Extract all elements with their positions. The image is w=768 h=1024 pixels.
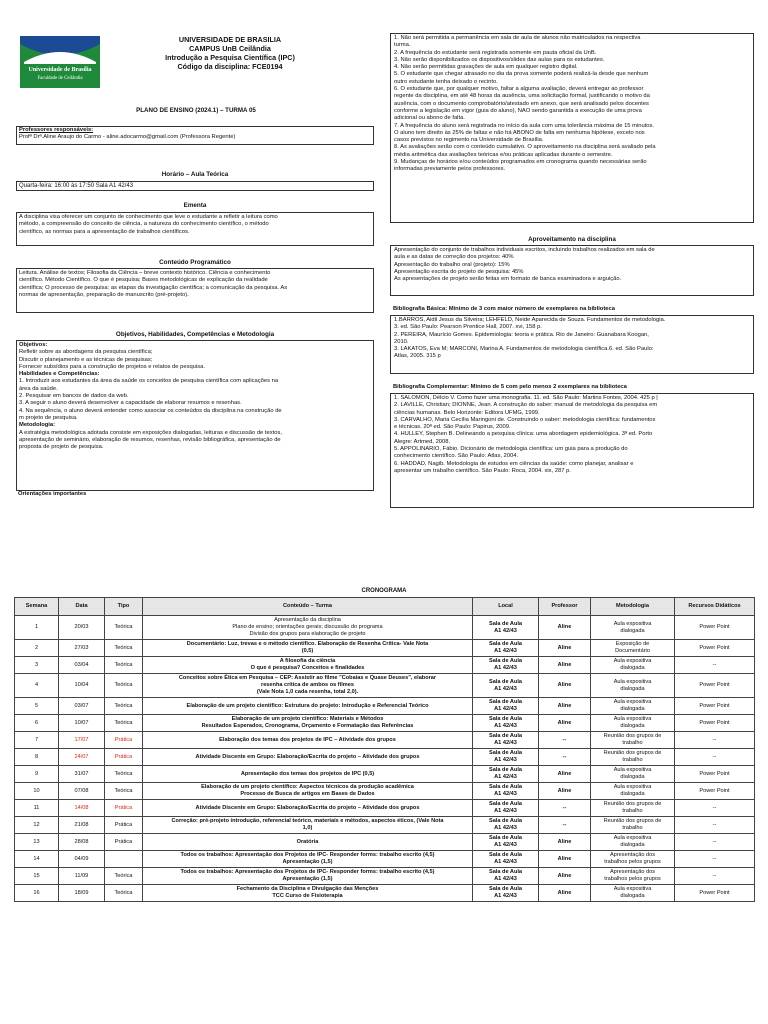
habilidades-label: Habilidades e Competências:	[19, 371, 100, 378]
metodologia-item: proposta de projeto de pesquisa.	[19, 444, 104, 451]
bib-comp-line: 2. LAVILLE, Christian; DIONNE, Jean. A construção do saber: manual de metodologia da pesquisa em	[394, 402, 658, 409]
rule-line: casos previstos no regimento na Universidade de Brasília.	[394, 137, 544, 144]
cell-recursos: --	[675, 657, 755, 674]
rule-line: 5. O estudante que chegar atrasado no dia da prova somente poderá realizá-la desde que nenhum	[394, 71, 649, 78]
cell-conteudo: A filosofia da ciência O que é pesquisa? Conceitos e finalidades	[143, 657, 473, 674]
ementa-line: A disciplina visa oferecer um conjunto de conhecimento que leve o estudante a refletir a leitura como	[19, 214, 278, 220]
rule-line: 2. A frequência do estudante será registrada somente em pauta oficial da UnB.	[394, 49, 597, 56]
cell-conteudo: Fechamento da Disciplina e Divulgação das Menções TCC Curso de Fisioterapia	[143, 885, 473, 902]
cell-semana: 16	[15, 885, 59, 902]
cell-metodologia: Reunião dos grupos de trabalho	[591, 817, 675, 834]
bib-basica-line: 1.BARROS, Aidil Jesus da Silveira; LEHFELD, Neide Aparecida de Souza. Fundamentos de metodologia.	[394, 317, 666, 323]
conteudo-line: Leitura. Análise de textos; Filosofia da Ciência – breve contexto histórico. Ciência e conhecimento	[19, 270, 271, 276]
cell-semana: 1	[15, 616, 59, 640]
cell-semana: 14	[15, 851, 59, 868]
cronograma-row	[15, 674, 755, 698]
cell-recursos: --	[675, 851, 755, 868]
cronograma-row	[15, 766, 755, 783]
aproveitamento-box	[390, 245, 754, 296]
cell-professor: Aline	[539, 834, 591, 851]
rule-line: 7. A frequência do aluno será registrada no início da aula com uma tolerância máxima de 15 minutos.	[394, 122, 655, 129]
cell-local: Sala de Aula A1 42/43	[473, 800, 539, 817]
cell-professor: Aline	[539, 657, 591, 674]
habilidade-item: m projeto de pesquisa.	[19, 414, 78, 421]
cell-professor: Aline	[539, 868, 591, 885]
rule-line: 4. Não serão permitidas gravações de aula em qualquer registro digital.	[394, 64, 578, 71]
cell-metodologia: Reunião dos grupos de trabalho	[591, 749, 675, 766]
cell-semana: 9	[15, 766, 59, 783]
col-header-conteudo: Conteúdo – Turma	[143, 598, 473, 616]
cell-metodologia: Aula expositiva dialogada	[591, 616, 675, 640]
cell-semana: 7	[15, 732, 59, 749]
bib-basica-line: 2010.	[394, 338, 409, 345]
metodologia-label: Metodologia:	[19, 422, 56, 429]
cronograma-row	[15, 715, 755, 732]
cell-conteudo: Elaboração de um projeto científico: Estrutura do projeto: Introdução e Referencial Teórico	[143, 698, 473, 715]
rule-line: adicional ou abono de falta.	[394, 115, 465, 122]
bib-comp-line: e técnicas. 20ª ed. São Paulo: Papirus, 2009.	[394, 424, 511, 431]
cell-local: Sala de Aula A1 42/43	[473, 674, 539, 698]
cell-tipo: Teórica	[105, 616, 143, 640]
bib-comp-line: 5. APPOLINÁRIO, Fábio. Dicionário de metodologia científica: um guia para a produção do	[394, 446, 628, 453]
bib-comp-line: Alegre: Artmed, 2008.	[394, 438, 451, 445]
orientacoes-label: Orientações importantes	[18, 491, 87, 497]
cell-local: Sala de Aula A1 42/43	[473, 851, 539, 868]
cronograma-row	[15, 783, 755, 800]
cell-recursos: --	[675, 749, 755, 766]
cell-data: 21/08	[59, 817, 105, 834]
course-code: Código da disciplina: FCE0194	[177, 62, 283, 71]
cell-data: 04/09	[59, 851, 105, 868]
aproveitamento-line: aula e as datas de correção dos projetos: 40%	[394, 254, 514, 261]
cell-professor: --	[539, 732, 591, 749]
cell-tipo: Teórica	[105, 766, 143, 783]
cell-local: Sala de Aula A1 42/43	[473, 834, 539, 851]
cell-tipo	[105, 851, 143, 868]
cell-conteudo: Conceitos sobre Ética em Pesquisa – CEP: Assistir ao filme "Cobaias e Quase Deuses", elaborar resenha crítica de ambos os filmes (Vale Nota 1,0 cada resenha, total 2,0).	[143, 674, 473, 698]
cell-metodologia: Aula expositiva dialogada	[591, 657, 675, 674]
cell-conteudo: Oratória	[143, 834, 473, 851]
cell-semana: 11	[15, 800, 59, 817]
professors-box	[16, 126, 374, 145]
cell-semana: 10	[15, 783, 59, 800]
rule-line: 3. Não serão disponibilizados os dispositivos/slides das aulas para os estudantes.	[394, 56, 605, 63]
cell-tipo: Prática	[105, 749, 143, 766]
objetivo-item: Fornecer subsídios para a construção de projetos e relatos de pesquisa.	[19, 363, 205, 370]
cell-professor: Aline	[539, 885, 591, 902]
cronograma-row	[15, 885, 755, 902]
cell-local: Sala de Aula A1 42/43	[473, 616, 539, 640]
rule-line: outro estudante tenha deixado o recinto.	[394, 78, 498, 85]
cell-local: Sala de Aula A1 42/43	[473, 817, 539, 834]
cell-recursos: --	[675, 817, 755, 834]
cronograma-row	[15, 657, 755, 674]
bib-comp-line: 1. SALOMON, Délcio V. Como fazer uma monografia. 11. ed. São Paulo: Martins Fontes, 2004. 425 p |	[394, 395, 658, 401]
cell-professor: Aline	[539, 616, 591, 640]
cell-tipo: Teórica	[105, 885, 143, 902]
cronograma-row	[15, 749, 755, 766]
cell-data: 28/08	[59, 834, 105, 851]
rule-line: informadas previamente pelos professores.	[394, 166, 506, 173]
cell-tipo: Prática	[105, 834, 143, 851]
cronograma-header-row	[15, 598, 755, 616]
cell-tipo: Teórica	[105, 783, 143, 800]
cell-semana: 6	[15, 715, 59, 732]
col-header-data: Data	[59, 598, 105, 616]
cell-local: Sala de Aula A1 42/43	[473, 868, 539, 885]
logo-text-2: Faculdade de Ceilândia	[37, 76, 83, 81]
habilidade-item: 3. A seguir o aluno deverá desenvolver a capacidade de elaborar resumos e resenhas.	[19, 400, 242, 407]
cell-professor: --	[539, 817, 591, 834]
col-header-tipo: Tipo	[105, 598, 143, 616]
unb-logo	[20, 36, 100, 88]
cell-recursos: --	[675, 868, 755, 885]
cell-recursos: Power Point	[675, 698, 755, 715]
cell-metodologia: Reunião dos grupos de trabalho	[591, 800, 675, 817]
cell-conteudo: Apresentação dos temas dos projetos de IPC (0,5)	[143, 766, 473, 783]
rule-line: média aritmética das avaliações teóricas e/ou práticas aplicadas durante o semestre.	[394, 151, 613, 158]
cronograma-row	[15, 698, 755, 715]
conteudo-line: normas de apresentação, preparação de manuscrito (pré-projeto).	[19, 291, 189, 298]
cell-data: 17/07	[59, 732, 105, 749]
ementa-line: científico, as normas para a apresentação de trabalhos científicos.	[19, 228, 190, 235]
cell-tipo: Prática	[105, 817, 143, 834]
bib-basica-line: 2. PEREIRA, Maurício Gomes. Epidemiologia: teoria e prática. Rio de Janeiro: Guanabara Koogan,	[394, 331, 649, 338]
cronograma-row	[15, 640, 755, 657]
cell-professor: Aline	[539, 851, 591, 868]
cell-recursos: --	[675, 732, 755, 749]
cell-semana: 4	[15, 674, 59, 698]
cell-conteudo: Elaboração de um projeto científico: Aspectos técnicos da produção acadêmica Processo de Busca de artigos em Bases de Dados	[143, 783, 473, 800]
cell-data: 10/07	[59, 715, 105, 732]
cell-local: Sala de Aula A1 42/43	[473, 732, 539, 749]
cell-conteudo: Atividade Discente em Grupo: Elaboração/Escrita do projeto – Atividade dos grupos	[143, 800, 473, 817]
horario-value: Quarta-feira: 16:00 às 17:50 Sala A1 42/43	[16, 181, 374, 191]
cell-professor: --	[539, 800, 591, 817]
bib-comp-line: apresentar um trabalho científico. São Paulo: Roca, 2004. xix, 287 p.	[394, 467, 571, 474]
col-header-local: Local	[473, 598, 539, 616]
rule-line: 9. Mudanças de horários e/ou conteúdos programados em cronograma quando necessárias serão	[394, 159, 647, 166]
cell-tipo: Teórica	[105, 674, 143, 698]
objetivo-item: Discutir o planejamento e as técnicas de pesquisas;	[19, 356, 153, 363]
horario-title: Horário – Aula Teórica	[161, 171, 229, 178]
bib-comp-line: ciências humanas. Belo Horizonte: Editora UFMG, 1999.	[394, 409, 540, 416]
cell-semana: 5	[15, 698, 59, 715]
objetivos-title: Objetivos, Habilidades, Competências e Metodologia	[115, 331, 275, 338]
conteudo-line: científico. Método Científico. O que é pesquisa; Bases metodológicas de explicação da realidade	[19, 277, 268, 284]
campus-name: CAMPUS UnB Ceilândia	[189, 44, 271, 53]
col-header-metodologia: Metodologia	[591, 598, 675, 616]
cronograma-row	[15, 732, 755, 749]
bib-basica-line: 3. ed. São Paulo: Pearson Prentice Hall, 2007. xvi, 158 p.	[394, 324, 542, 331]
rule-line: regente da disciplina, em até 48 horas da ausência, uma solicitação formal, justificando o motivo da	[394, 93, 650, 100]
plan-title: PLANO DE ENSINO (2024.1) – TURMA 05	[136, 107, 256, 114]
cell-tipo: Teórica	[105, 698, 143, 715]
cell-data: 07/08	[59, 783, 105, 800]
cronograma-row	[15, 616, 755, 640]
cell-semana: 12	[15, 817, 59, 834]
cell-professor: Aline	[539, 698, 591, 715]
objetivo-item: Refletir sobre as abordagens da pesquisa científica;	[19, 349, 153, 356]
habilidade-item: 2. Pesquisar em bancos de dados da web.	[19, 393, 129, 400]
cell-professor: Aline	[539, 766, 591, 783]
cell-recursos: Power Point	[675, 616, 755, 640]
cell-metodologia: Aula expositiva dialogada	[591, 715, 675, 732]
cell-recursos: Power Point	[675, 715, 755, 732]
cell-data: 03/07	[59, 698, 105, 715]
cell-tipo: Teórica	[105, 715, 143, 732]
cell-tipo: Teórica	[105, 640, 143, 657]
cronograma-title: CRONOGRAMA	[361, 588, 407, 594]
bib-comp-box	[390, 393, 754, 508]
habilidade-item: 4. Na sequência, o aluno deverá entender como associar os conteúdos da disciplina na construção de	[19, 407, 282, 414]
col-header-recursos: Recursos Didáticos	[675, 598, 755, 616]
rule-line: ausência, com o documento comprobatório/atestado em anexo, que será analisado pelos docentes	[394, 100, 649, 107]
cell-professor: Aline	[539, 783, 591, 800]
col-header-professor: Professor	[539, 598, 591, 616]
cell-local: Sala de Aula A1 42/43	[473, 749, 539, 766]
cell-semana: 2	[15, 640, 59, 657]
cronograma-row	[15, 800, 755, 817]
cell-metodologia: Aula expositiva dialogada	[591, 885, 675, 902]
rule-line: O aluno tem direito às 25% de faltas e não há ABONO de falta em nenhuma hipótese, exceto nos	[394, 129, 645, 136]
bib-comp-line: 6. HADDAD, Nagib. Metodologia de estudos em ciências da saúde: como planejar, analisar e	[394, 460, 634, 467]
aproveitamento-title: Aproveitamento na disciplina	[528, 236, 616, 243]
course-name: Introdução a Pesquisa Científica (IPC)	[165, 53, 295, 62]
metodologia-item: A estratégia metodológica adotada consiste em exposições dialogadas, leituras e discussão de textos,	[19, 429, 282, 436]
cell-conteudo: Elaboração dos temas dos projetos de IPC – Atividade dos grupos	[143, 732, 473, 749]
cell-recursos: Power Point	[675, 674, 755, 698]
aproveitamento-line: Apresentação do trabalho oral (projeto): 15%	[394, 261, 510, 268]
cell-conteudo: Apresentação da disciplina Plano de ensino; orientações gerais; discussão do programa Divisão dos grupos para elaboração de projeto	[143, 616, 473, 640]
cell-professor: --	[539, 749, 591, 766]
cell-local: Sala de Aula A1 42/43	[473, 698, 539, 715]
ementa-title: Ementa	[183, 202, 207, 209]
cell-data: 14/08	[59, 800, 105, 817]
bib-comp-line: 4. HULLEY, Stephen B. Delineando a pesquisa clínica: uma abordagem epidemiológica. 3ª ed. Porto	[394, 431, 653, 438]
cell-data: 27/03	[59, 640, 105, 657]
rule-line: 8. As avaliações serão com o conteúdo cumulativo. O aproveitamento na disciplina será avaliado pela	[394, 144, 656, 151]
cell-local: Sala de Aula A1 42/43	[473, 783, 539, 800]
cell-recursos: Power Point	[675, 640, 755, 657]
bib-comp-title: Bibliografia Complementar: Mínimo de 5 com pelo menos 2 exemplares na biblioteca	[393, 384, 627, 390]
objetivos-label: Objetivos:	[19, 342, 48, 348]
cell-local: Sala de Aula A1 42/43	[473, 657, 539, 674]
rule-line: conforme a legislação em vigor (guia do aluno), NÃO sendo garantida a execução de uma prova	[394, 107, 642, 114]
cell-recursos: Power Point	[675, 885, 755, 902]
col-header-semana: Semana	[15, 598, 59, 616]
cell-metodologia: Apresentação dos trabalhos pelos grupos	[591, 868, 675, 885]
cell-metodologia: Aula expositiva dialogada	[591, 698, 675, 715]
cell-recursos: --	[675, 834, 755, 851]
cell-semana: 13	[15, 834, 59, 851]
habilidade-item: 1. Introduzir aos estudantes da área da saúde os conceitos de pesquisa científica com aplicações na	[19, 378, 279, 385]
aproveitamento-line: Apresentação escrita do projeto de pesquisa: 45%	[394, 268, 524, 275]
professors-value: Profª Drª.Aline Araujo do Carmo - aline.adocarmo@gmail.com (Professora Regente)	[19, 134, 236, 141]
header-block	[120, 35, 340, 71]
bib-comp-line: 3. CARVALHO, Maria Cecília Maringoni de. Construindo o saber: metodologia científica: fundamentos	[394, 416, 656, 423]
cell-tipo: Prática	[105, 732, 143, 749]
cell-semana: 8	[15, 749, 59, 766]
aproveitamento-line: Apresentação do conjunto de trabalhos individuais escritos, incluindo trabalhos realizados em sala de	[394, 247, 655, 253]
bib-basica-title: Bibliografia Básica: Mínimo de 3 com maior número de exemplares na biblioteca	[393, 306, 615, 312]
cell-metodologia: Aula expositiva dialogada	[591, 783, 675, 800]
cell-semana: 15	[15, 868, 59, 885]
cell-conteudo: Documentário: Luz, trevas e o método científico. Elaboração de Resenha Crítica- Vale Nota (0,5)	[143, 640, 473, 657]
cell-metodologia: Aula expositiva dialogada	[591, 674, 675, 698]
cell-conteudo: Correção: pré-projeto introdução, referencial teórico, materiais e métodos, aspectos éticos, (Vale Nota 1,0)	[143, 817, 473, 834]
cell-professor: Aline	[539, 674, 591, 698]
cell-recursos: Power Point	[675, 766, 755, 783]
cell-metodologia: Aula expositiva dialogada	[591, 766, 675, 783]
cell-data: 31/07	[59, 766, 105, 783]
university-name: UNIVERSIDADE DE BRASILIA	[178, 35, 282, 44]
conteudo-line: científica; O processo de pesquisa: as etapas da investigação científica; a comunicação da pesquisa. As	[19, 284, 288, 291]
cell-conteudo: Todos os trabalhos: Apresentação dos Projetos de IPC- Responder forms: trabalho escrito (4,5) Apresentação (1,5)	[143, 868, 473, 885]
cell-data: 18/09	[59, 885, 105, 902]
bib-basica-line: 3. LAKATOS, Eva M; MARCONI, Marina A. Fundamentos de metodologia científica.6. ed. São Paulo:	[394, 346, 654, 353]
cell-local: Sala de Aula A1 42/43	[473, 715, 539, 732]
cell-local: Sala de Aula A1 42/43	[473, 885, 539, 902]
cronograma-row	[15, 834, 755, 851]
bib-basica-box	[390, 315, 754, 374]
bib-basica-line: Atlas, 2005. 315 p	[394, 353, 441, 360]
cell-professor: Aline	[539, 640, 591, 657]
logo-text-1: Universidade de Brasília	[28, 67, 92, 73]
cronograma-row	[15, 851, 755, 868]
cell-conteudo: Atividade Discente em Grupo: Elaboração/Escrita do projeto – Atividade dos grupos	[143, 749, 473, 766]
cell-tipo: Teórica	[105, 868, 143, 885]
cell-data: 24/07	[59, 749, 105, 766]
cell-semana: 3	[15, 657, 59, 674]
cell-local: Sala de Aula A1 42/43	[473, 766, 539, 783]
bib-comp-line: conhecimento científico. São Paulo: Atlas, 2004.	[394, 453, 519, 460]
cell-metodologia: Reunião dos grupos de trabalho	[591, 732, 675, 749]
habilidade-item: área da saúde.	[19, 385, 58, 392]
cell-recursos: --	[675, 800, 755, 817]
conteudo-title: Conteúdo Programático	[159, 259, 231, 266]
cell-tipo: Teórica	[105, 657, 143, 674]
professors-label: Professores responsáveis:	[19, 127, 94, 133]
cell-data: 03/04	[59, 657, 105, 674]
ementa-line: método, a compreensão do conceito de ciência, a natureza do conhecimento científico, o método	[19, 221, 269, 228]
rule-line: 1. Não será permitida a permanência em sala de aula de alunos não matriculados na respectiva	[394, 35, 641, 41]
cell-metodologia: Aula expositiva dialogada	[591, 834, 675, 851]
cell-local: Sala de Aula A1 42/43	[473, 640, 539, 657]
cell-professor: Aline	[539, 715, 591, 732]
cell-metodologia: Exposição de Documentário	[591, 640, 675, 657]
cell-tipo: Prática	[105, 800, 143, 817]
objetivos-box	[16, 340, 374, 491]
rule-line: 6. O estudante que, por qualquer motivo, faltar a alguma avaliação, deverá entregar ao professor	[394, 86, 644, 93]
cell-data: 10/04	[59, 674, 105, 698]
cronograma-row	[15, 817, 755, 834]
rules-box	[390, 33, 754, 223]
cell-recursos: Power Point	[675, 783, 755, 800]
aproveitamento-line: As apresentações de projeto serão feitas em formato de banca examinadora e arguição.	[394, 276, 622, 283]
cell-conteudo: Elaboração de um projeto científico: Materiais e Métodos Resultados Esperados, Cronograma, Orçamento e Formatação das Referências	[143, 715, 473, 732]
rule-line: turma.	[394, 42, 411, 49]
metodologia-item: apresentação de seminário, elaboração de resumos, resenhas, revisão bibliográfica, apresentação de	[19, 436, 281, 443]
cronograma-row	[15, 868, 755, 885]
cell-data: 11/09	[59, 868, 105, 885]
cronograma-table	[14, 597, 755, 902]
ementa-box	[16, 212, 374, 246]
cell-metodologia: Apresentação dos trabalhos pelos grupos	[591, 851, 675, 868]
cell-data: 20/03	[59, 616, 105, 640]
cell-conteudo: Todos os trabalhos: Apresentação dos Projetos de IPC- Responder forms: trabalho escrito (4,5) Apresentação (1,5)	[143, 851, 473, 868]
conteudo-box	[16, 268, 374, 313]
